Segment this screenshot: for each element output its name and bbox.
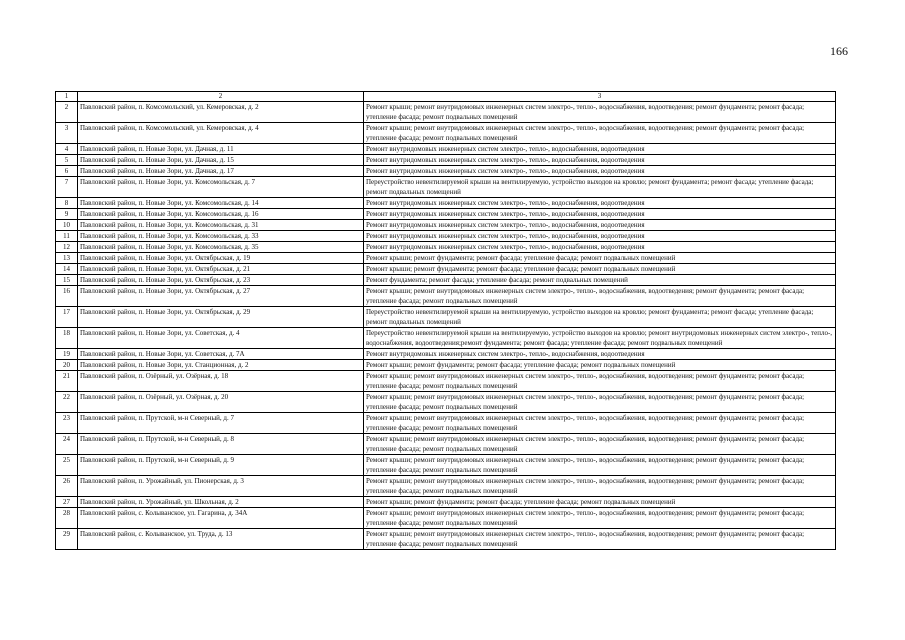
address-cell: Павловский район, п. Урожайный, ул. Школьная, д. 2: [78, 497, 364, 508]
row-number: 6: [56, 166, 78, 177]
address-cell: Павловский район, п. Новые Зори, ул. Комсомольская, д. 33: [78, 231, 364, 242]
table-row: [56, 242, 836, 253]
row-number: 11: [56, 231, 78, 242]
table-row: [56, 209, 836, 220]
address-cell: Павловский район, п. Новые Зори, ул. Октябрьская, д. 23: [78, 275, 364, 286]
address-cell: Павловский район, п. Новые Зори, ул. Комсомольская, д. 16: [78, 209, 364, 220]
address-cell: Павловский район, п. Новые Зори, ул. Советская, д. 7А: [78, 349, 364, 360]
row-number: 3: [56, 123, 78, 144]
row-number: 29: [56, 529, 78, 550]
address-cell: Павловский район, п. Новые Зори, ул. Октябрьская, д. 29: [78, 307, 364, 328]
row-number: 20: [56, 360, 78, 371]
row-number: 18: [56, 328, 78, 349]
address-cell: Павловский район, п. Новые Зори, ул. Октябрьская, д. 21: [78, 264, 364, 275]
table-row: [56, 166, 836, 177]
table-row: [56, 497, 836, 508]
table-row: [56, 264, 836, 275]
table-row: [56, 413, 836, 434]
works-cell: Ремонт крыши; ремонт фундамента; ремонт фасада; утепление фасада; ремонт подвальных помещений: [364, 253, 836, 264]
table-row: [56, 307, 836, 328]
address-cell: Павловский район, п. Прутской, м-н Северный, д. 8: [78, 434, 364, 455]
table-row: [56, 123, 836, 144]
works-cell: Переустройство невентилируемой крыши на вентилируемую, устройство выходов на кровлю; ремонт внутридомовых инженерных систем электро-, тепло-, водоснабжения, водоотведения;ремонт фундамента; ремонт фасада; утепление фасада; ремонт подвальных помещений: [364, 328, 836, 349]
table-row: [56, 529, 836, 550]
address-cell: Павловский район, п. Прутской, м-н Северный, д. 7: [78, 413, 364, 434]
row-number: 13: [56, 253, 78, 264]
works-cell: Ремонт крыши; ремонт внутридомовых инженерных систем электро-, тепло-, водоснабжения, водоотведения; ремонт фундамента; ремонт фасада; утепление фасада; ремонт подвальных помещений: [364, 286, 836, 307]
table-row: [56, 371, 836, 392]
table-row: [56, 392, 836, 413]
works-cell: Ремонт внутридомовых инженерных систем электро-, тепло-, водоснабжения, водоотведения: [364, 220, 836, 231]
works-cell: Переустройство невентилируемой крыши на вентилируемую, устройство выходов на кровлю; ремонт фундамента; ремонт фасада; утепление фасада; ремонт подвальных помещений: [364, 307, 836, 328]
works-cell: Ремонт крыши; ремонт внутридомовых инженерных систем электро-, тепло-, водоснабжения, водоотведения; ремонт фундамента; ремонт фасада; утепление фасада; ремонт подвальных помещений: [364, 529, 836, 550]
table-row: [56, 360, 836, 371]
table-header-row: [56, 92, 836, 102]
table-row: [56, 328, 836, 349]
table-row: [56, 220, 836, 231]
row-number: 5: [56, 155, 78, 166]
row-number: 14: [56, 264, 78, 275]
row-number: 4: [56, 144, 78, 155]
row-number: 26: [56, 476, 78, 497]
address-cell: Павловский район, п. Новые Зори, ул. Станционная, д. 2: [78, 360, 364, 371]
table-row: [56, 253, 836, 264]
works-cell: Ремонт внутридомовых инженерных систем электро-, тепло-, водоснабжения, водоотведения: [364, 209, 836, 220]
works-cell: Ремонт внутридомовых инженерных систем электро-, тепло-, водоснабжения, водоотведения: [364, 242, 836, 253]
table-row: [56, 155, 836, 166]
address-cell: Павловский район, с. Колыванское, ул. Гагарина, д. 34А: [78, 508, 364, 529]
table-row: [56, 455, 836, 476]
table-row: [56, 102, 836, 123]
table-row: [56, 198, 836, 209]
row-number: 7: [56, 177, 78, 198]
row-number: 9: [56, 209, 78, 220]
repair-works-table: [55, 91, 836, 550]
works-cell: Ремонт внутридомовых инженерных систем электро-, тепло-, водоснабжения, водоотведения: [364, 144, 836, 155]
row-number: 21: [56, 371, 78, 392]
row-number: 8: [56, 198, 78, 209]
address-cell: Павловский район, п. Новые Зори, ул. Дачная, д. 11: [78, 144, 364, 155]
address-cell: Павловский район, п. Новые Зори, ул. Комсомольская, д. 14: [78, 198, 364, 209]
works-cell: Ремонт крыши; ремонт внутридомовых инженерных систем электро-, тепло-, водоснабжения, водоотведения; ремонт фундамента; ремонт фасада; утепление фасада; ремонт подвальных помещений: [364, 413, 836, 434]
row-number: 23: [56, 413, 78, 434]
table-row: [56, 286, 836, 307]
address-cell: Павловский район, п. Новые Зори, ул. Дачная, д. 15: [78, 155, 364, 166]
address-cell: Павловский район, п. Комсомольский, ул. Кемеровская, д. 2: [78, 102, 364, 123]
address-cell: Павловский район, с. Колыванское, ул. Труда, д. 13: [78, 529, 364, 550]
works-cell: Ремонт внутридомовых инженерных систем электро-, тепло-, водоснабжения, водоотведения: [364, 166, 836, 177]
works-cell: Ремонт внутридомовых инженерных систем электро-, тепло-, водоснабжения, водоотведения: [364, 349, 836, 360]
works-cell: Ремонт внутридомовых инженерных систем электро-, тепло-, водоснабжения, водоотведения: [364, 155, 836, 166]
address-cell: Павловский район, п. Новые Зори, ул. Октябрьская, д. 19: [78, 253, 364, 264]
page-number: 166: [830, 44, 848, 58]
works-cell: Ремонт крыши; ремонт внутридомовых инженерных систем электро-, тепло-, водоснабжения, водоотведения; ремонт фундамента; ремонт фасада; утепление фасада; ремонт подвальных помещений: [364, 508, 836, 529]
address-cell: Павловский район, п. Озёрный, ул. Озёрная, д. 20: [78, 392, 364, 413]
row-number: 12: [56, 242, 78, 253]
row-number: 27: [56, 497, 78, 508]
works-cell: Ремонт крыши; ремонт внутридомовых инженерных систем электро-, тепло-, водоснабжения, водоотведения; ремонт фундамента; ремонт фасада; утепление фасада; ремонт подвальных помещений: [364, 123, 836, 144]
header-col-1: 1: [56, 92, 78, 102]
address-cell: Павловский район, п. Новые Зори, ул. Советская, д. 4: [78, 328, 364, 349]
header-col-2: 2: [78, 92, 364, 102]
table-row: [56, 177, 836, 198]
row-number: 22: [56, 392, 78, 413]
table-row: [56, 434, 836, 455]
header-col-3: 3: [364, 92, 836, 102]
table-row: [56, 144, 836, 155]
address-cell: Павловский район, п. Новые Зори, ул. Дачная, д. 17: [78, 166, 364, 177]
row-number: 19: [56, 349, 78, 360]
table-row: [56, 231, 836, 242]
table-row: [56, 508, 836, 529]
row-number: 17: [56, 307, 78, 328]
address-cell: Павловский район, п. Новые Зори, ул. Комсомольская, д. 35: [78, 242, 364, 253]
works-cell: Ремонт фундамента; ремонт фасада; утепление фасада; ремонт подвальных помещений: [364, 275, 836, 286]
row-number: 15: [56, 275, 78, 286]
works-cell: Ремонт крыши; ремонт фундамента; ремонт фасада; утепление фасада; ремонт подвальных помещений: [364, 497, 836, 508]
row-number: 28: [56, 508, 78, 529]
row-number: 16: [56, 286, 78, 307]
works-cell: Ремонт крыши; ремонт внутридомовых инженерных систем электро-, тепло-, водоснабжения, водоотведения; ремонт фундамента; ремонт фасада; утепление фасада; ремонт подвальных помещений: [364, 371, 836, 392]
table-row: [56, 275, 836, 286]
works-cell: Ремонт внутридомовых инженерных систем электро-, тепло-, водоснабжения, водоотведения: [364, 198, 836, 209]
works-cell: Переустройство невентилируемой крыши на вентилируемую, устройство выходов на кровлю; ремонт фундамента; ремонт фасада; утепление фасада; ремонт подвальных помещений: [364, 177, 836, 198]
works-cell: Ремонт крыши; ремонт внутридомовых инженерных систем электро-, тепло-, водоснабжения, водоотведения; ремонт фундамента; ремонт фасада; утепление фасада; ремонт подвальных помещений: [364, 455, 836, 476]
address-cell: Павловский район, п. Комсомольский, ул. Кемеровская, д. 4: [78, 123, 364, 144]
row-number: 2: [56, 102, 78, 123]
address-cell: Павловский район, п. Урожайный, ул. Пионерская, д. 3: [78, 476, 364, 497]
address-cell: Павловский район, п. Новые Зори, ул. Комсомольская, д. 31: [78, 220, 364, 231]
address-cell: Павловский район, п. Озёрный, ул. Озёрная, д. 18: [78, 371, 364, 392]
works-cell: Ремонт крыши; ремонт внутридомовых инженерных систем электро-, тепло-, водоснабжения, водоотведения; ремонт фундамента; ремонт фасада; утепление фасада; ремонт подвальных помещений: [364, 102, 836, 123]
works-cell: Ремонт крыши; ремонт внутридомовых инженерных систем электро-, тепло-, водоснабжения, водоотведения; ремонт фундамента; ремонт фасада; утепление фасада; ремонт подвальных помещений: [364, 392, 836, 413]
address-cell: Павловский район, п. Прутской, м-н Северный, д. 9: [78, 455, 364, 476]
works-cell: Ремонт крыши; ремонт фундамента; ремонт фасада; утепление фасада; ремонт подвальных помещений: [364, 360, 836, 371]
row-number: 10: [56, 220, 78, 231]
row-number: 25: [56, 455, 78, 476]
works-cell: Ремонт крыши; ремонт внутридомовых инженерных систем электро-, тепло-, водоснабжения, водоотведения; ремонт фундамента; ремонт фасада; утепление фасада; ремонт подвальных помещений: [364, 434, 836, 455]
address-cell: Павловский район, п. Новые Зори, ул. Октябрьская, д. 27: [78, 286, 364, 307]
address-cell: Павловский район, п. Новые Зори, ул. Комсомольская, д. 7: [78, 177, 364, 198]
table-row: [56, 476, 836, 497]
works-cell: Ремонт крыши; ремонт фундамента; ремонт фасада; утепление фасада; ремонт подвальных помещений: [364, 264, 836, 275]
works-cell: Ремонт крыши; ремонт внутридомовых инженерных систем электро-, тепло-, водоснабжения, водоотведения; ремонт фундамента; ремонт фасада; утепление фасада; ремонт подвальных помещений: [364, 476, 836, 497]
table-row: [56, 349, 836, 360]
row-number: 24: [56, 434, 78, 455]
works-cell: Ремонт внутридомовых инженерных систем электро-, тепло-, водоснабжения, водоотведения: [364, 231, 836, 242]
